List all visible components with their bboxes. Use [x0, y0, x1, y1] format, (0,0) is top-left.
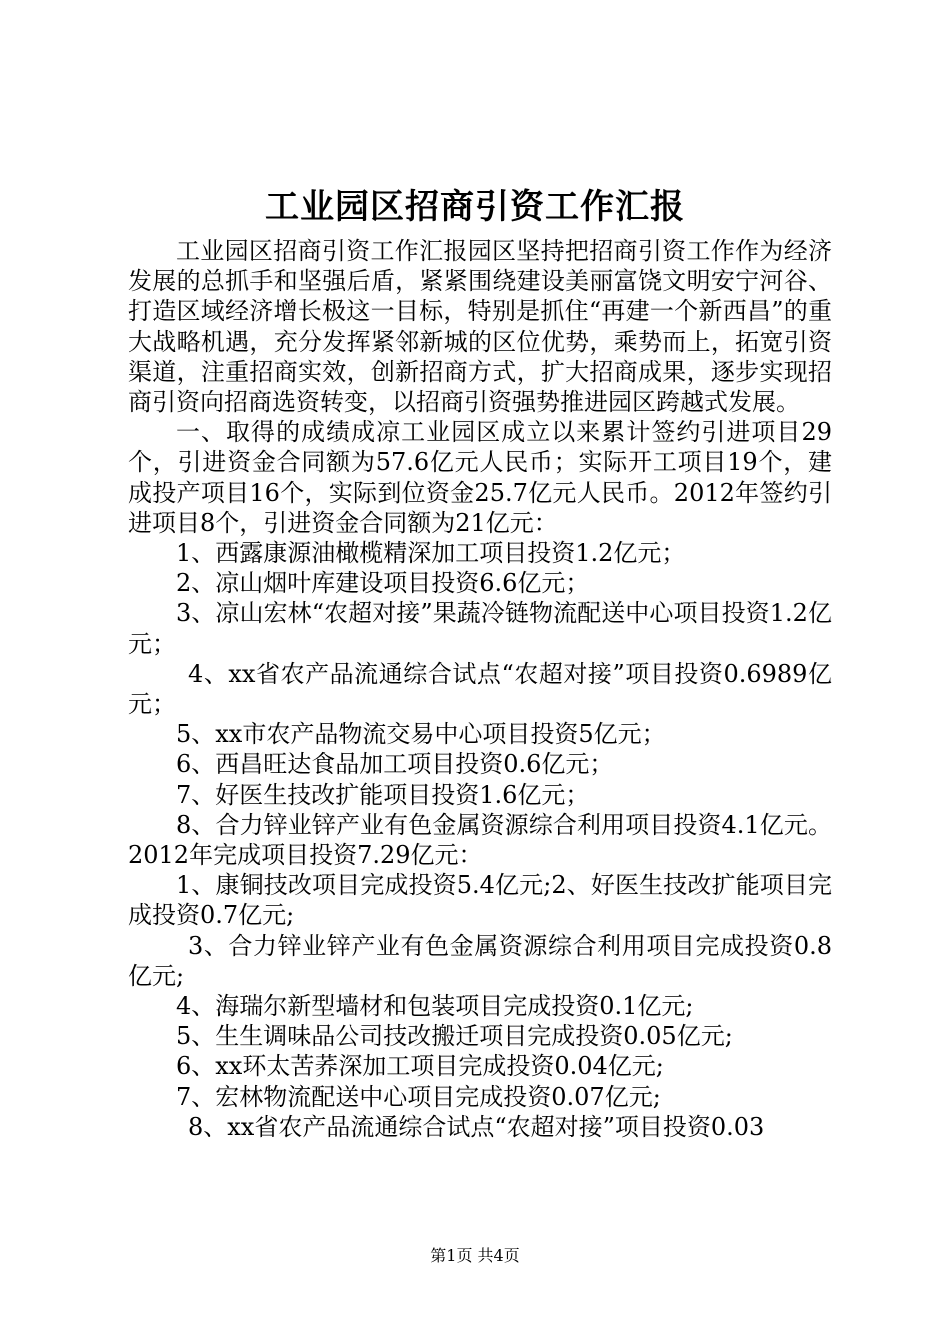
list-item-signed-5: 5、xx市农产品物流交易中心项目投资5亿元； — [176, 720, 666, 749]
paragraph-intro: 工业园区招商引资工作汇报园区坚持把招商引资工作作为经济发展的总抓手和坚强后盾，紧紧围绕建设美丽富饶文明安宁河谷、打造区域经济增长极这一目标，特别是抓住“再建一个新西昌”的重大战略机遇，充分发挥紧邻新城的区位优势，乘势而上，拓宽引资渠道，注重招商实效，创新招商方式，扩大招商成果，逐步实现招商引资向招商选资转变，以招商引资强势推进园区跨越式发展。 — [128, 237, 832, 417]
list-item-completed-1-2: 1、康铜技改项目完成投资5.4亿元;2、好医生技改扩能项目完成投资0.7亿元; — [128, 871, 832, 930]
list-item-signed-4: 4、xx省农产品流通综合试点“农超对接”项目投资0.6989亿元； — [128, 659, 832, 719]
list-item-completed-7: 7、宏林物流配送中心项目完成投资0.07亿元; — [176, 1082, 661, 1111]
paragraph-achievements: 一、取得的成绩成凉工业园区成立以来累计签约引进项目29个，引进资金合同额为57.6亿元人民币；实际开工项目19个，建成投产项目16个，实际到位资金25.7亿元人民币。2012年签约引进项目8个，引进资金合同额为21亿元： — [128, 418, 832, 537]
document-title: 工业园区招商引资工作汇报 — [265, 187, 685, 227]
list-item-completed-8: 8、xx省农产品流通综合试点“农超对接”项目投资0.03 — [188, 1112, 765, 1141]
list-item-signed-7: 7、好医生技改扩能项目投资1.6亿元； — [176, 780, 590, 809]
list-item-signed-2: 2、凉山烟叶库建设项目投资6.6亿元； — [176, 569, 590, 598]
list-item-signed-1: 1、西露康源油橄榄精深加工项目投资1.2亿元； — [176, 539, 686, 568]
list-item-signed-8: 8、合力锌业锌产业有色金属资源综合利用项目投资4.1亿元。2012年完成项目投资7.29亿元： — [128, 810, 832, 870]
list-item-completed-6: 6、xx环太苦荞深加工项目完成投资0.04亿元; — [176, 1052, 664, 1081]
list-item-completed-5: 5、生生调味品公司技改搬迁项目完成投资0.05亿元; — [176, 1022, 733, 1051]
page-footer: 第1页 共4页 — [430, 1246, 520, 1265]
list-item-signed-3: 3、凉山宏林“农超对接”果蔬冷链物流配送中心项目投资1.2亿元； — [128, 599, 832, 658]
list-item-completed-4: 4、海瑞尔新型墙材和包装项目完成投资0.1亿元; — [176, 992, 694, 1021]
list-item-completed-3: 3、合力锌业锌产业有色金属资源综合利用项目完成投资0.8亿元; — [128, 931, 832, 990]
list-item-signed-6: 6、西昌旺达食品加工项目投资0.6亿元； — [176, 750, 614, 779]
document-body — [128, 236, 832, 1142]
